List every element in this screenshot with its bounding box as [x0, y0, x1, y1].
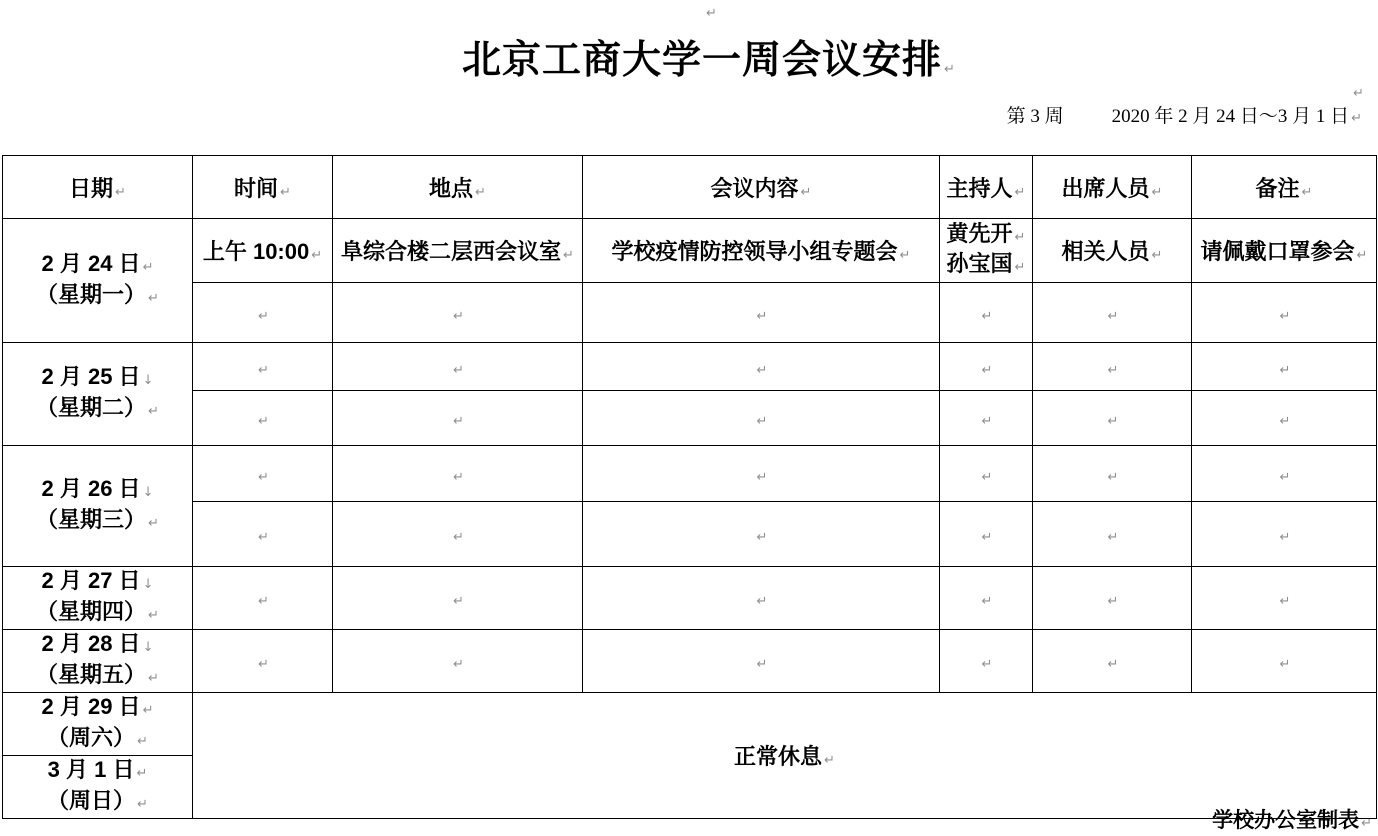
date-text: （星期一）	[36, 281, 147, 307]
pilcrow-icon: ↵	[1151, 184, 1163, 200]
header-location	[333, 156, 583, 219]
pilcrow-icon: ↵	[137, 797, 148, 812]
empty-cell	[1033, 630, 1192, 693]
date-line-2	[3, 506, 192, 537]
empty-cell	[1033, 502, 1192, 567]
host-text: 黄先开	[946, 220, 1013, 246]
empty-cell	[583, 391, 940, 446]
table-row-monday-b	[3, 283, 1377, 343]
header-note-label: 备注	[1255, 175, 1300, 201]
location-text: 阜综合楼二层西会议室	[341, 239, 562, 264]
pilcrow-icon: ↵	[311, 248, 323, 263]
empty-cell	[1192, 446, 1377, 502]
pilcrow-icon: ↵	[453, 530, 464, 545]
date-line-1	[3, 567, 192, 598]
pilcrow-icon: ↵	[148, 516, 159, 531]
empty-cell	[940, 391, 1033, 446]
time-text: 上午 10:00	[202, 239, 310, 264]
empty-cell	[193, 283, 333, 343]
date-line-2	[3, 598, 192, 629]
empty-cell	[333, 502, 583, 567]
pilcrow-icon: ↵	[1014, 184, 1026, 200]
header-host	[940, 156, 1033, 219]
pilcrow-icon: ↵	[142, 259, 154, 275]
table-header-row	[3, 156, 1377, 219]
header-content	[583, 156, 940, 219]
table-row-thursday	[3, 567, 1377, 630]
empty-cell	[333, 567, 583, 630]
pilcrow-icon: ↵	[563, 248, 574, 263]
header-note	[1192, 156, 1377, 219]
pilcrow-icon: ↵	[756, 308, 768, 324]
pilcrow-icon: ↵	[1107, 657, 1119, 672]
pilcrow-icon: ↵	[258, 657, 269, 672]
header-attendees	[1033, 156, 1192, 219]
table-row-wednesday-a	[3, 446, 1377, 502]
pilcrow-icon: ↵	[1107, 362, 1119, 378]
empty-cell	[1192, 343, 1377, 391]
date-cell-wednesday	[3, 446, 193, 567]
pilcrow-icon: ↵	[453, 362, 464, 378]
line-break-icon: ↓	[142, 640, 154, 655]
pilcrow-icon: ↵	[1351, 111, 1362, 126]
attendees-cell-monday	[1033, 219, 1192, 283]
header-date-label: 日期	[69, 175, 114, 201]
line-break-icon: ↓	[142, 577, 154, 592]
empty-cell	[1033, 567, 1192, 630]
pilcrow-icon: ↵	[453, 657, 464, 672]
date-line-2	[3, 787, 192, 818]
pilcrow-icon: ↵	[1107, 530, 1119, 545]
pilcrow-icon: ↵	[1301, 184, 1313, 200]
date-line-2	[3, 394, 192, 425]
pilcrow-icon: ↵	[706, 6, 717, 21]
header-date	[3, 156, 193, 219]
pilcrow-icon: ↵	[1107, 308, 1119, 324]
date-cell-monday	[3, 219, 193, 343]
table-row-wednesday-b	[3, 502, 1377, 567]
date-text: （周六）	[47, 725, 136, 750]
page-title-text: 北京工商大学一周会议安排	[462, 39, 943, 82]
empty-cell	[1192, 630, 1377, 693]
table-row-friday	[3, 630, 1377, 693]
pilcrow-icon: ↵	[1279, 308, 1291, 324]
date-cell-saturday	[3, 693, 193, 756]
empty-cell	[333, 343, 583, 391]
empty-cell	[583, 283, 940, 343]
pilcrow-icon: ↵	[756, 594, 768, 609]
pilcrow-icon: ↵	[1356, 248, 1368, 263]
empty-cell	[940, 567, 1033, 630]
empty-cell	[193, 391, 333, 446]
pilcrow-icon: ↵	[981, 657, 993, 672]
empty-cell	[583, 343, 940, 391]
pilcrow-icon: ↵	[115, 184, 126, 200]
date-line-1	[3, 756, 192, 787]
pilcrow-icon: ↵	[258, 469, 269, 485]
pilcrow-icon: ↵	[258, 414, 269, 429]
pilcrow-icon: ↵	[136, 766, 148, 781]
content-text: 学校疫情防控领导小组专题会	[611, 239, 898, 264]
date-line-1	[3, 693, 192, 724]
line-break-icon: ↓	[142, 485, 154, 500]
empty-cell	[193, 567, 333, 630]
empty-cell	[1192, 283, 1377, 343]
pilcrow-icon: ↵	[1279, 530, 1291, 545]
subtitle-line	[1007, 104, 1362, 132]
empty-cell	[940, 630, 1033, 693]
header-host-label: 主持人	[946, 175, 1013, 201]
pilcrow-icon: ↵	[258, 308, 269, 324]
page-title	[40, 40, 1378, 91]
empty-cell	[583, 502, 940, 567]
pilcrow-icon: ↵	[1151, 248, 1163, 263]
pilcrow-icon: ↵	[280, 184, 291, 200]
host-line-2	[940, 251, 1032, 281]
pilcrow-icon: ↵	[981, 530, 993, 545]
date-line-1	[3, 630, 192, 661]
meeting-schedule-table	[2, 155, 1377, 819]
time-cell-monday	[193, 219, 333, 283]
date-text: 2 月 24 日	[41, 250, 141, 276]
pilcrow-icon: ↵	[1107, 414, 1119, 429]
header-time-label: 时间	[234, 175, 279, 201]
pilcrow-icon: ↵	[1279, 414, 1291, 429]
empty-cell	[193, 502, 333, 567]
date-line-1	[3, 250, 192, 281]
week-number: 第 3 周	[1006, 106, 1064, 127]
table-row-monday-a	[3, 219, 1377, 283]
pilcrow-icon: ↵	[148, 404, 159, 419]
date-text: （周日）	[47, 788, 136, 813]
empty-cell	[1033, 283, 1192, 343]
date-text: （星期二）	[36, 395, 147, 420]
pilcrow-icon: ↵	[800, 184, 812, 200]
header-time	[193, 156, 333, 219]
empty-cell	[333, 283, 583, 343]
date-text: 2 月 25 日	[41, 364, 141, 389]
host-text: 孙宝国	[946, 250, 1013, 276]
empty-cell	[940, 343, 1033, 391]
empty-cell	[583, 446, 940, 502]
empty-cell	[333, 391, 583, 446]
host-cell-monday	[940, 219, 1033, 283]
empty-cell	[583, 567, 940, 630]
pilcrow-icon: ↵	[453, 469, 464, 485]
empty-cell	[333, 630, 583, 693]
pilcrow-icon: ↵	[453, 308, 464, 324]
pilcrow-icon: ↵	[824, 753, 835, 768]
date-cell-tuesday	[3, 343, 193, 446]
line-break-icon: ↓	[142, 373, 154, 388]
pilcrow-icon: ↵	[137, 734, 148, 749]
pilcrow-icon: ↵	[981, 308, 993, 324]
empty-cell	[940, 502, 1033, 567]
table-row-saturday	[3, 693, 1377, 756]
pilcrow-icon: ↵	[981, 414, 993, 429]
date-text: （星期三）	[36, 507, 147, 532]
header-attendees-label: 出席人员	[1061, 175, 1150, 201]
location-cell-monday	[333, 219, 583, 283]
footer-credit-text: 学校办公室制表	[1212, 809, 1360, 832]
date-text: 2 月 28 日	[41, 631, 141, 656]
pilcrow-icon: ↵	[453, 414, 464, 429]
date-text: 2 月 27 日	[41, 568, 141, 593]
pilcrow-icon: ↵	[756, 657, 768, 672]
pilcrow-icon: ↵	[1014, 229, 1026, 245]
empty-cell	[1033, 446, 1192, 502]
header-content-label: 会议内容	[710, 175, 799, 201]
pilcrow-icon: ↵	[148, 608, 159, 623]
date-cell-thursday	[3, 567, 193, 630]
content-cell-monday	[583, 219, 940, 283]
pilcrow-icon: ↵	[1353, 86, 1364, 101]
pilcrow-icon: ↵	[258, 530, 269, 545]
empty-cell	[940, 446, 1033, 502]
pilcrow-icon: ↵	[1014, 259, 1026, 275]
host-line-1	[940, 221, 1032, 251]
pilcrow-icon: ↵	[475, 184, 486, 200]
date-cell-sunday	[3, 756, 193, 819]
date-text: 3 月 1 日	[47, 757, 135, 782]
empty-cell	[1192, 391, 1377, 446]
date-line-2	[3, 724, 192, 755]
date-line-2	[3, 281, 192, 312]
date-text: （星期四）	[36, 599, 147, 624]
date-line-1	[3, 363, 192, 394]
pilcrow-icon: ↵	[756, 362, 768, 378]
pilcrow-icon: ↵	[258, 594, 269, 609]
note-text: 请佩戴口罩参会	[1200, 239, 1355, 264]
date-line-2	[3, 661, 192, 692]
table-row-tuesday-a	[3, 343, 1377, 391]
empty-cell	[583, 630, 940, 693]
pilcrow-icon: ↵	[1361, 816, 1372, 831]
note-cell-monday	[1192, 219, 1377, 283]
pilcrow-icon: ↵	[981, 594, 993, 609]
pilcrow-icon: ↵	[756, 469, 768, 485]
date-text: 2 月 26 日	[41, 476, 141, 501]
pilcrow-icon: ↵	[142, 703, 154, 718]
empty-cell	[1192, 567, 1377, 630]
pilcrow-icon: ↵	[756, 530, 768, 545]
date-range: 2020 年 2 月 24 日～3 月 1 日	[1111, 106, 1350, 127]
pilcrow-icon: ↵	[981, 362, 993, 378]
pilcrow-icon: ↵	[148, 290, 159, 306]
pilcrow-icon: ↵	[148, 671, 159, 686]
empty-cell	[193, 343, 333, 391]
empty-cell	[940, 283, 1033, 343]
pilcrow-icon: ↵	[1279, 362, 1291, 378]
attendees-text: 相关人员	[1061, 239, 1150, 264]
weekend-rest-cell	[193, 693, 1377, 819]
pilcrow-icon: ↵	[756, 414, 768, 429]
header-location-label: 地点	[429, 175, 474, 201]
empty-cell	[1033, 343, 1192, 391]
pilcrow-icon: ↵	[258, 362, 269, 378]
pilcrow-icon: ↵	[1279, 657, 1291, 672]
date-line-1	[3, 475, 192, 506]
empty-cell	[193, 630, 333, 693]
weekend-rest-text: 正常休息	[734, 744, 823, 769]
pilcrow-icon: ↵	[1107, 469, 1119, 485]
table-row-tuesday-b	[3, 391, 1377, 446]
empty-cell	[1033, 391, 1192, 446]
pilcrow-icon: ↵	[981, 469, 993, 485]
date-text: 2 月 29 日	[41, 694, 141, 719]
pilcrow-icon: ↵	[1107, 594, 1119, 609]
pilcrow-icon: ↵	[944, 62, 956, 77]
empty-cell	[1192, 502, 1377, 567]
empty-cell	[193, 446, 333, 502]
pilcrow-icon: ↵	[899, 248, 911, 263]
date-text: （星期五）	[36, 662, 147, 687]
pilcrow-icon: ↵	[1279, 469, 1291, 485]
pilcrow-icon: ↵	[453, 594, 464, 609]
date-cell-friday	[3, 630, 193, 693]
footer-credit	[1212, 804, 1372, 834]
pilcrow-icon: ↵	[1279, 594, 1291, 609]
empty-cell	[333, 446, 583, 502]
